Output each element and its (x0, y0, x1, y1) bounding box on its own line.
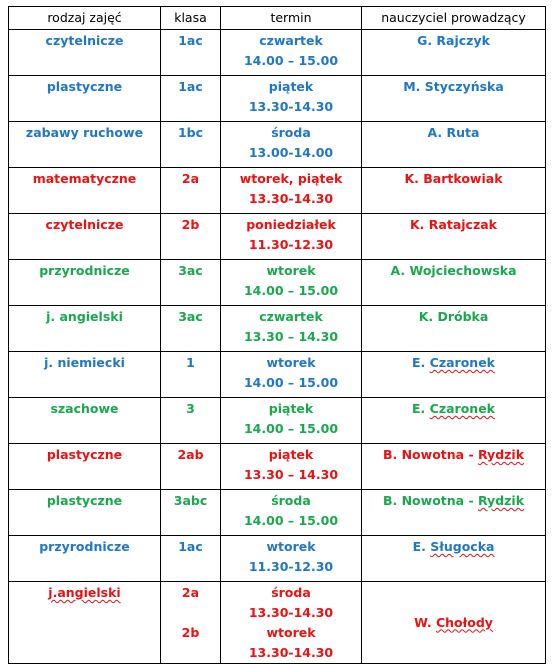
schedule-time-a: 13.30-14.30 (248, 605, 334, 620)
activity-type: plastyczne (9, 490, 161, 536)
activity-type: szachowe (9, 398, 161, 444)
schedule-time: 13.30 – 14.30 (243, 467, 339, 482)
schedule-day: poniedziałek (246, 217, 336, 232)
schedule-cell (221, 398, 362, 444)
spacer (161, 603, 220, 623)
schedule-time: 13.00-14.00 (248, 145, 334, 160)
table-row (9, 76, 546, 122)
table-row (9, 168, 546, 214)
class-cell: 2a (161, 168, 221, 214)
table-row (9, 398, 546, 444)
teacher-prefix: E. (412, 539, 431, 554)
teacher-cell (362, 352, 546, 398)
header-class: klasa (161, 7, 221, 30)
header-teacher: nauczyciel prowadzący (362, 7, 546, 30)
activity-type-text: j.angielski (48, 585, 121, 600)
class-cell: 3ac (161, 306, 221, 352)
schedule-cell (221, 444, 362, 490)
table-row (9, 122, 546, 168)
table-row (9, 352, 546, 398)
activity-type: plastyczne (9, 444, 161, 490)
teacher-surname: Sługocka (430, 539, 495, 554)
schedule-day-a: środa (271, 585, 311, 600)
schedule-day: środa (271, 125, 311, 140)
schedule-cell (221, 30, 362, 76)
schedule-day: środa (271, 493, 311, 508)
activity-type: plastyczne (9, 76, 161, 122)
schedule-day: piątek (268, 447, 314, 462)
teacher-cell (362, 444, 546, 490)
activity-type: j. niemiecki (9, 352, 161, 398)
class-cell: 3 (161, 398, 221, 444)
schedule-day: piątek (268, 401, 314, 416)
activity-type: przyrodnicze (9, 536, 161, 582)
teacher-cell: K. Bartkowiak (362, 168, 546, 214)
table-row (9, 30, 546, 76)
teacher-cell: A. Wojciechowska (362, 260, 546, 306)
activity-type: czytelnicze (9, 214, 161, 260)
schedule-cell (221, 582, 362, 664)
schedule-day: czwartek (259, 33, 323, 48)
table-row (9, 260, 546, 306)
teacher-cell: M. Styczyńska (362, 76, 546, 122)
class-cell: 1ac (161, 536, 221, 582)
table-row (9, 582, 546, 664)
teacher-prefix: E. (412, 401, 430, 416)
schedule-day-b: wtorek (266, 625, 316, 640)
schedule-day: czwartek (259, 309, 323, 324)
teacher-prefix: B. Nowotna - (382, 493, 478, 508)
schedule-time: 13.30 – 14.30 (243, 329, 339, 344)
teacher-cell: K. Dróbka (362, 306, 546, 352)
schedule-day: piątek (268, 79, 314, 94)
teacher-prefix: W. (414, 614, 436, 630)
class-cell: 1 (161, 352, 221, 398)
header-activity-type: rodzaj zajęć (9, 7, 161, 30)
schedule-cell (221, 168, 362, 214)
teacher-prefix: B. Nowotna - (382, 447, 478, 462)
class-cell (161, 582, 221, 664)
header-schedule: termin (221, 7, 362, 30)
class-a: 2a (181, 585, 200, 600)
class-cell: 1ac (161, 30, 221, 76)
teacher-cell: K. Ratajczak (362, 214, 546, 260)
teacher-cell (362, 536, 546, 582)
schedule-cell (221, 536, 362, 582)
table-row (9, 214, 546, 260)
activity-type: czytelnicze (9, 30, 161, 76)
teacher-cell (362, 582, 546, 664)
table-row (9, 490, 546, 536)
schedule-cell (221, 260, 362, 306)
activity-type (9, 582, 161, 664)
class-cell: 2ab (161, 444, 221, 490)
schedule-time: 14.00 – 15.00 (243, 375, 339, 390)
schedule-cell (221, 122, 362, 168)
class-cell: 3abc (161, 490, 221, 536)
schedule-time: 14.00 – 15.00 (243, 421, 339, 436)
class-cell: 1bc (161, 122, 221, 168)
schedule-table (8, 6, 546, 664)
teacher-surname: Czaronek (429, 401, 495, 416)
schedule-time: 11.30-12.30 (248, 237, 334, 252)
schedule-day: wtorek (266, 539, 316, 554)
teacher-cell (362, 490, 546, 536)
teacher-prefix: E. (412, 355, 430, 370)
activity-type: przyrodnicze (9, 260, 161, 306)
schedule-time-b: 13.30-14.30 (248, 645, 334, 660)
schedule-cell (221, 214, 362, 260)
teacher-surname: Chołody (435, 614, 493, 630)
schedule-day: wtorek, piątek (239, 171, 343, 186)
schedule-cell (221, 352, 362, 398)
schedule-cell (221, 76, 362, 122)
teacher-cell (362, 398, 546, 444)
teacher-cell: A. Ruta (362, 122, 546, 168)
table-row (9, 444, 546, 490)
table-row (9, 306, 546, 352)
class-cell: 1ac (161, 76, 221, 122)
activity-type: j. angielski (9, 306, 161, 352)
activity-type: zabawy ruchowe (9, 122, 161, 168)
schedule-time: 11.30-12.30 (248, 559, 334, 574)
teacher-cell: G. Rajczyk (362, 30, 546, 76)
table-row (9, 536, 546, 582)
class-cell: 3ac (161, 260, 221, 306)
schedule-time: 14.00 – 15.00 (243, 513, 339, 528)
schedule-day: wtorek (266, 355, 316, 370)
schedule-time: 14.00 – 15.00 (243, 283, 339, 298)
teacher-surname: Rydzik (477, 447, 525, 462)
teacher-surname: Czaronek (429, 355, 495, 370)
activity-type: matematyczne (9, 168, 161, 214)
teacher-surname: Rydzik (477, 493, 525, 508)
header-row (9, 7, 546, 30)
class-cell: 2b (161, 214, 221, 260)
class-b: 2b (181, 625, 200, 640)
schedule-time: 14.00 – 15.00 (243, 53, 339, 68)
schedule-cell (221, 490, 362, 536)
schedule-time: 13.30-14.30 (248, 99, 334, 114)
schedule-cell (221, 306, 362, 352)
schedule-time: 13.30-14.30 (248, 191, 334, 206)
schedule-day: wtorek (266, 263, 316, 278)
